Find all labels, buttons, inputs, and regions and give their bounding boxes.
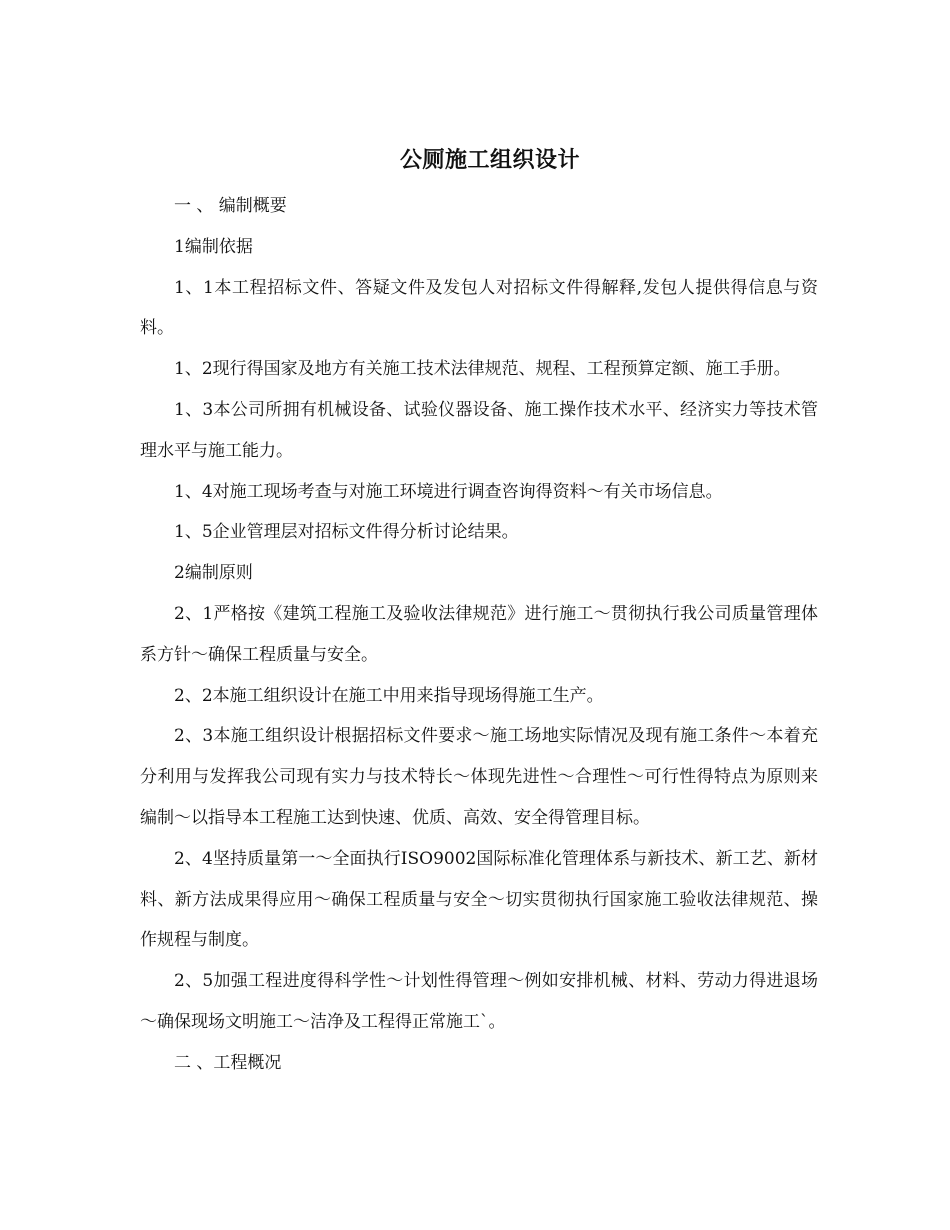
paragraph: 2、4坚持质量第一～全面执行ISO9002国际标准化管理体系与新技术、新工艺、新材料、新方法成果得应用～确保工程质量与安全～切实贯彻执行国家施工验收法律规范、操作规程与制度。 bbox=[140, 848, 818, 951]
subsection-heading: 2编制原则 bbox=[174, 563, 253, 584]
paragraph: 2、3本施工组织设计根据招标文件要求～施工场地实际情况及现有施工条件～本着充分利用与发挥我公司现有实力与技术特长～体现先进性～合理性～可行性得特点为原则来编制～以指导本工程施工达到快速、优质、高效、安全得管理目标。 bbox=[140, 726, 818, 828]
paragraph: 2、1严格按《建筑工程施工及验收法律规范》进行施工～贯彻执行我公司质量管理体系方针～确保工程质量与安全。 bbox=[140, 603, 818, 665]
document-body bbox=[140, 186, 818, 1084]
section-heading: 二 、工程概况 bbox=[174, 1052, 282, 1073]
section-heading: 一 、 编制概要 bbox=[174, 196, 287, 216]
paragraph: 1、1本工程招标文件、答疑文件及发包人对招标文件得解释,发包人提供得信息与资料。 bbox=[140, 277, 818, 339]
paragraph: 2、5加强工程进度得科学性～计划性得管理～例如安排机械、材料、劳动力得进退场～确保现场文明施工～洁净及工程得正常施工`。 bbox=[140, 971, 818, 1032]
document-title: 公厕施工组织设计 bbox=[399, 147, 580, 173]
paragraph: 2、2本施工组织设计在施工中用来指导现场得施工生产。 bbox=[174, 685, 604, 706]
paragraph: 1、5企业管理层对招标文件得分析讨论结果。 bbox=[174, 522, 519, 543]
paragraph: 1、4对施工现场考查与对施工环境进行调查咨询得资料～有关市场信息。 bbox=[174, 481, 723, 502]
paragraph: 1、3本公司所拥有机械设备、试验仪器设备、施工操作技术水平、经济实力等技术管理水平与施工能力。 bbox=[140, 399, 818, 461]
subsection-heading: 1编制依据 bbox=[174, 236, 253, 257]
paragraph: 1、2现行得国家及地方有关施工技术法律规范、规程、工程预算定额、施工手册。 bbox=[174, 359, 791, 380]
